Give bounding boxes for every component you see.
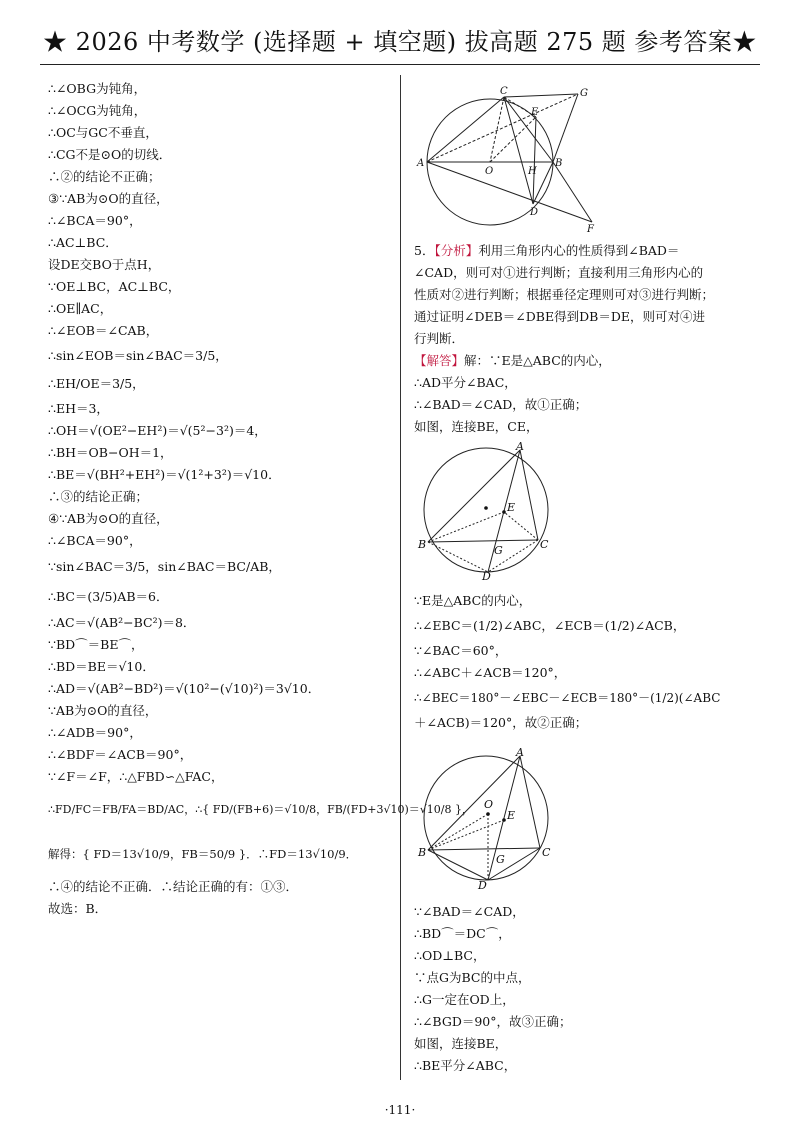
right-column-2 bbox=[414, 590, 754, 734]
text-line: 如图，连接BE， bbox=[414, 1036, 508, 1051]
text-line: ∴∠BAD＝∠CAD，故①正确； bbox=[414, 397, 588, 412]
text-line: ∵OE⊥BC，AC⊥BC， bbox=[48, 279, 181, 294]
text-line: ∴OC与GC不垂直， bbox=[48, 125, 158, 140]
text-line: ∴AC＝√(AB²−BC²)＝8． bbox=[48, 615, 196, 630]
text-line: ∴∠BGD＝90°，故③正确； bbox=[414, 1014, 572, 1029]
point-label: C bbox=[542, 846, 551, 859]
right-column bbox=[414, 240, 754, 438]
text-line: ∵AB为⊙O的直径， bbox=[48, 703, 158, 718]
text-line: ∴CG不是⊙O的切线． bbox=[48, 147, 172, 162]
point-label: E bbox=[507, 809, 516, 822]
column-divider bbox=[400, 75, 401, 1080]
point-label: D bbox=[478, 879, 487, 892]
text-line: ∴BD＝BE＝√10． bbox=[48, 659, 155, 674]
point-label: O bbox=[485, 166, 494, 177]
right-column-3 bbox=[414, 901, 754, 1077]
text-line: ③∵AB为⊙O的直径， bbox=[48, 191, 169, 206]
text-line: ∴AC⊥BC． bbox=[48, 235, 118, 250]
section-tag: 【分析】 bbox=[434, 243, 479, 258]
text-line: ∴AD＝√(AB²−BD²)＝√(10²−(√10)²)＝3√10． bbox=[48, 681, 321, 696]
text-line: ∴G一定在OD上， bbox=[414, 992, 515, 1007]
text-line: 性质对②进行判断；根据垂径定理则可对③进行判断； bbox=[414, 287, 715, 302]
text-line: ∴EH＝3， bbox=[48, 401, 109, 416]
text-segment: 5．【分析】利用三角形内心的性质得到∠BAD＝ bbox=[414, 243, 680, 258]
text-line: ∴OD⊥BC， bbox=[414, 948, 486, 963]
point-label: D bbox=[482, 570, 491, 582]
point-label: A bbox=[516, 746, 524, 759]
figure-3-incircle-diagram bbox=[416, 746, 558, 892]
point-label: G bbox=[494, 544, 503, 557]
text-line: ∴②的结论不正确； bbox=[48, 169, 161, 184]
text-line: ＋∠ACB)＝120°，故②正确； bbox=[414, 715, 588, 730]
text-line: ∠CAD，则可对①进行判断；直接利用三角形内心的 bbox=[414, 265, 704, 280]
page-number: ·111· bbox=[384, 1103, 416, 1117]
text-line: ④∵AB为⊙O的直径， bbox=[48, 511, 169, 526]
text-line: ∴∠ADB＝90°， bbox=[48, 725, 142, 740]
text-line: ∵BD⌒＝BE⌒， bbox=[48, 637, 144, 652]
text-line: ∴∠OCG为钝角， bbox=[48, 103, 147, 118]
text-line: ∴∠EOB＝∠CAB， bbox=[48, 323, 159, 338]
text-line: 设DE交BO于点H， bbox=[48, 257, 161, 272]
point-label: A bbox=[516, 440, 524, 453]
text-line: ∴OH＝√(OE²−EH²)＝√(5²−3²)＝4， bbox=[48, 423, 267, 438]
point-label: F bbox=[587, 224, 594, 234]
point-label: G bbox=[580, 88, 588, 99]
text-line: ∴④的结论不正确．∴结论正确的有：①③． bbox=[48, 879, 299, 894]
text-line: ∴∠OBG为钝角， bbox=[48, 81, 147, 96]
point-label: G bbox=[496, 853, 505, 866]
text-line: 通过证明∠DEB＝∠DBE得到DB＝DE，则可对④进 bbox=[414, 309, 705, 324]
text-line: ∴∠BDF＝∠ACB＝90°， bbox=[48, 747, 193, 762]
text-line: ∵∠BAC＝60°， bbox=[414, 643, 508, 658]
header-rule bbox=[40, 64, 760, 65]
text-line: 如图，连接BE，CE， bbox=[414, 419, 539, 434]
point-label: B bbox=[555, 158, 563, 169]
text-line: ∴BE＝√(BH²+EH²)＝√(1²+3²)＝√10． bbox=[48, 467, 281, 482]
text-line: ∴∠ABC＋∠ACB＝120°， bbox=[414, 665, 567, 680]
text-line bbox=[414, 240, 754, 262]
text-line: ∴BE平分∠ABC， bbox=[414, 1058, 517, 1073]
text-line: 【解答】解：∵E是△ABC的内心， bbox=[414, 353, 611, 368]
text-line: ∵E是△ABC的内心， bbox=[414, 593, 532, 608]
text-line: 行判断． bbox=[414, 331, 465, 346]
text-line: ∴∠BCA＝90°， bbox=[48, 533, 142, 548]
point-label: O bbox=[484, 798, 494, 811]
text-line: ∴∠BCA＝90°， bbox=[48, 213, 142, 228]
section-tag: 【解答】 bbox=[414, 353, 465, 368]
text-line: 故选：B． bbox=[48, 901, 108, 916]
text-line: ∵点G为BC的中点， bbox=[414, 970, 531, 985]
text-line: ∵∠F＝∠F，∴△FBD∽△FAC， bbox=[48, 769, 224, 784]
point-label: C bbox=[540, 538, 549, 551]
text-line: ∴∠EBC＝(1/2)∠ABC，∠ECB＝(1/2)∠ACB， bbox=[414, 618, 686, 633]
text-line: ∴∠BEC＝180°－∠EBC－∠ECB＝180°－(1/2)(∠ABC bbox=[414, 691, 721, 705]
text-line: ∴AD平分∠BAC， bbox=[414, 375, 517, 390]
point-label: C bbox=[500, 86, 508, 97]
text-line: 解得：{ FD＝13√10/9，FB＝50/9 }．∴FD＝13√10/9． bbox=[48, 847, 358, 861]
point-label: E bbox=[507, 501, 516, 514]
text-line: ∴OE∥AC， bbox=[48, 301, 113, 316]
text-line: ∴③的结论正确； bbox=[48, 489, 149, 504]
point-label: A bbox=[417, 158, 425, 169]
point-label: B bbox=[418, 538, 427, 551]
text-line: ∴BC＝(3/5)AB＝6． bbox=[48, 589, 169, 604]
text-line: ∵∠BAD＝∠CAD， bbox=[414, 904, 525, 919]
text-line: ∴BH＝OB−OH＝1， bbox=[48, 445, 173, 460]
point-label: B bbox=[418, 846, 427, 859]
point-label: D bbox=[530, 207, 539, 218]
page-header: ★ 2026 中考数学 (选择题 + 填空题) 拔高题 275 题 参考答案★ bbox=[43, 28, 757, 56]
point-label: H bbox=[528, 166, 537, 177]
text-line: ∴EH/OE＝3/5， bbox=[48, 376, 145, 391]
text-line: ∴FD/FC＝FB/FA＝BD/AC，∴{ FD/(FB+6)＝√10/8，FB/(FD+3√10)＝√10/8 }， bbox=[48, 803, 473, 816]
text-line: ∴sin∠EOB＝sin∠BAC＝3/5， bbox=[48, 348, 228, 363]
point-label: E bbox=[531, 107, 539, 118]
text-line: ∴BD⌒＝DC⌒， bbox=[414, 926, 511, 941]
figure-2-incircle-diagram bbox=[416, 440, 558, 582]
text-line: ∵sin∠BAC＝3/5，sin∠BAC＝BC/AB， bbox=[48, 559, 281, 574]
figure-1-circle-diagram bbox=[414, 82, 604, 234]
